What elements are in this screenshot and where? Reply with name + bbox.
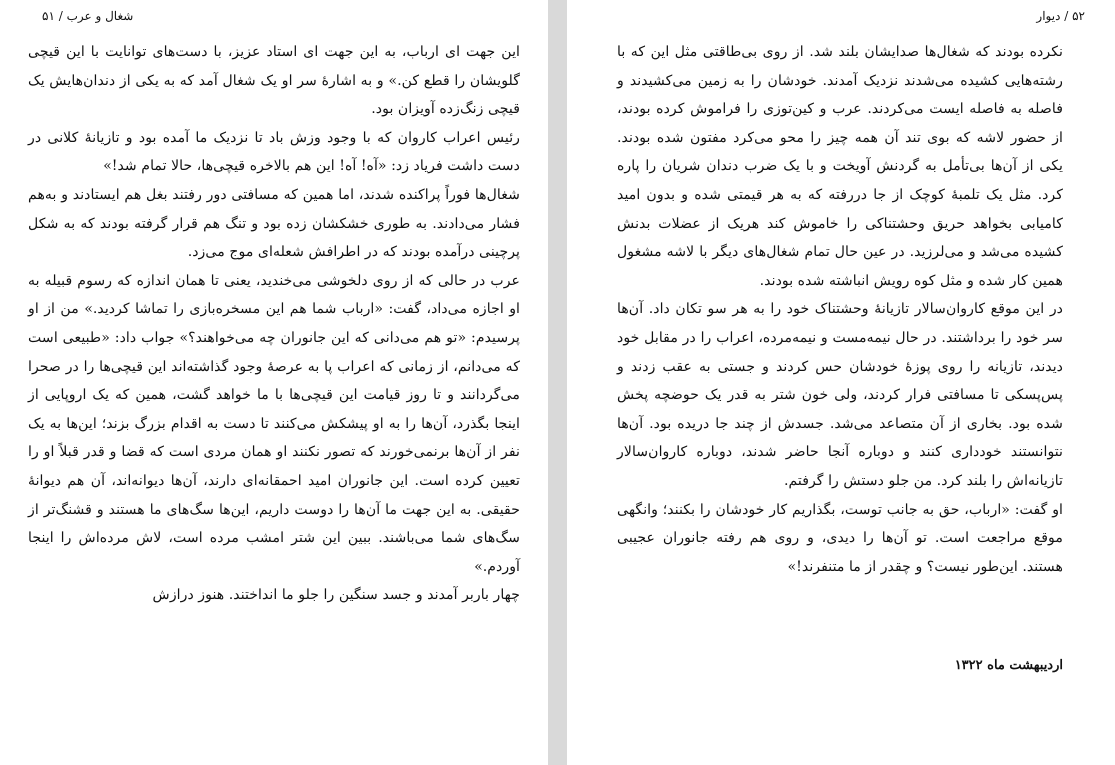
page-gutter (548, 0, 567, 765)
left-paragraph-5: چهار باربر آمدند و جسد سنگین را جلو ما انداختند. هنوز درازش (152, 587, 520, 604)
left-paragraph-1: این جهت ای ارباب، به این جهت ای استاد عزیز، با دست‌های توانایت با این قیچی گلویشان را قطع کن.» و به اشارهٔ سر او یک شغال آمد که به یکی از دندان‌هایش یک قیچی زنگ‌زده آویزان بود. (28, 44, 520, 118)
right-page-body (617, 38, 1063, 581)
left-page-running-head: شغال و عرب / ۵۱ (42, 9, 134, 23)
left-paragraph-4: عرب در حالی که از روی دلخوشی می‌خندید، یعنی تا همان اندازه که رسوم قبیله به او اجازه می‌داد، گفت: «ارباب شما هم این مسخره‌بازی را تماشا کردید.» من از او پرسیدم: «تو هم می‌دانی که این جانوران چه می‌خواهند؟» جواب داد: «طبیعی است که می‌دانم، از زمانی که اعراب پا به عرصهٔ وجود گذاشته‌اند این قیچی‌ها را در صحرا می‌گردانند و تا روز قیامت این قیچی‌ها با ما خواهد گشت، همین که یک اروپایی از اینجا بگذرد، آن‌ها را به او پیشکش می‌کنند تا دست به اقدام بزرگ بزند؛ این‌ها به یک نفر از آن‌ها برنمی‌خورند که تصور نکنند او همان مردی است که قضا و قدر قبلاً او را تعیین کرده است. این جانوران امید احمقانه‌ای دارند، آن‌ها دیوانه‌اند، آن هم دیوانهٔ حقیقی. به این جهت ما آن‌ها را دوست داریم، این‌ها سگ‌های ما هستند و قشنگ‌تر از سگ‌های شما می‌باشند. ببین این شتر امشب مرده است، لاش مرده‌اش را اینجا آوردم.» (28, 272, 520, 575)
left-paragraph-2: رئیس اعراب کاروان که با وجود وزش باد تا نزدیک ما آمده بود و تازیانهٔ کلانی در دست داشت فریاد زد: «آه! آه! این هم بالاخره قیچی‌ها، حالا تمام شد!» (28, 129, 520, 175)
right-page-running-head: ۵۲ / دیوار (1036, 9, 1085, 23)
left-page-body (28, 38, 520, 610)
right-page (567, 0, 1115, 765)
right-paragraph-2: در این موقع کاروان‌سالار تازیانهٔ وحشتناک خود را به هر سو تکان داد. آن‌ها سر خود را برداشتند. در حال نیمه‌مست و نیمه‌مرده، اعراب را در مقابل خود دیدند، تازیانه را روی پوزهٔ خودشان حس کردند و جستی به عقب زدند و پس‌پسکی تا مسافتی فرار کردند، ولی خون شتر به قدر یک حوضچه پخش شده بود. بخاری از آن متصاعد می‌شد. جسدش از چند جا دریده بود. آن‌ها نتوانستند خودداری کنند و دوباره آنجا حاضر شدند، دوباره کاروان‌سالار تازیانه‌اش را بلند کرد. من جلو دستش را گرفتم. (617, 301, 1063, 489)
left-page (0, 0, 548, 765)
left-page-header (0, 9, 548, 31)
right-paragraph-3: او گفت: «ارباب، حق به جانب توست، بگذاریم کار خودشان را بکنند؛ وانگهی موقع مراجعت است. تو آن‌ها را دیدی، و روی هم رفته جانوران عجیبی هستند. این‌طور نیست؟ و چقدر از ما متنفرند!» (617, 501, 1063, 575)
right-paragraph-1: نکرده بودند که شغال‌ها صدایشان بلند شد. از روی بی‌طاقتی مثل این که با رشته‌هایی کشیده می‌شدند نزدیک آمدند. خودشان را به زمین می‌کشیدند و فاصله به فاصله ایست می‌کردند. عرب و کین‌توزی را فراموش کرده بودند، از حضور لاشه که بوی تند آن همه چیز را محو می‌کرد مفتون شده بودند. یکی از آن‌ها بی‌تأمل به گردنش آویخت و با یک ضرب دندان شریان را پاره کرد. مثل یک تلمبهٔ کوچک از جا دررفته که به هر قیمتی شده و بدون امید کامیابی بخواهد حریق وحشتناکی را خاموش کند هریک از عضلات بدنش کشیده می‌شد و می‌لرزید. در عین حال تمام شغال‌های دیگر با لاشه مشغول همین کار شده و مثل کوه رویش انباشته شده بودند. (617, 44, 1063, 289)
left-paragraph-3: شغال‌ها فوراً پراکنده شدند، اما همین که مسافتی دور رفتند بغل هم ایستادند و به‌هم فشار می‌دادند. به طوری خشکشان زده بود و تنگ هم قرار گرفته بودند که به شکل پرچینی درآمده بودند که در اطرافش شعله‌ای موج می‌زد. (28, 186, 520, 261)
dateline: اردیبهشت ماه ۱۳۲۲ (954, 658, 1063, 673)
right-page-header (567, 9, 1115, 31)
